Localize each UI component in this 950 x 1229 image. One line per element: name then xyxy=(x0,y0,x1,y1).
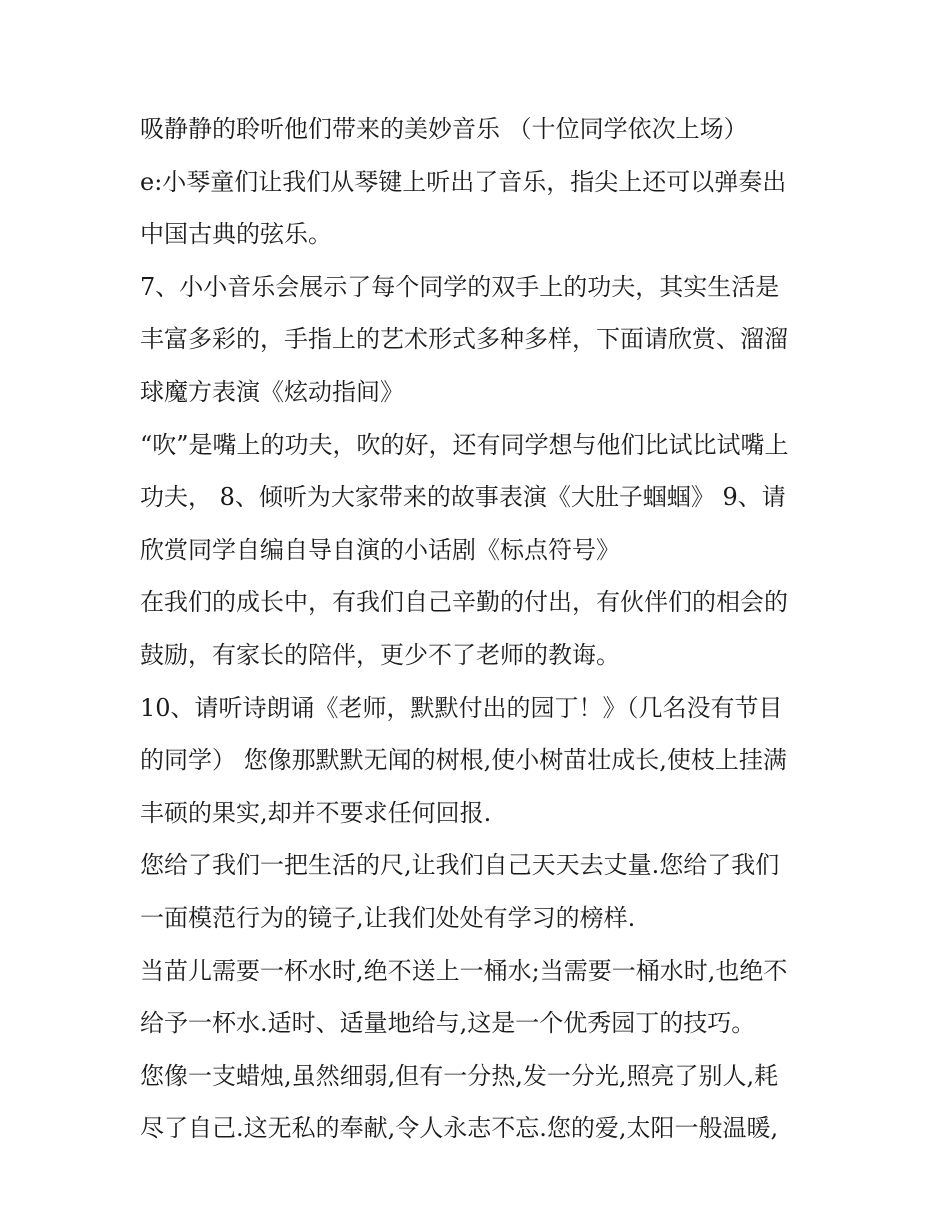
text-line: 10、请听诗朗诵《老师，默默付出的园丁！》（几名没有节目 xyxy=(140,693,783,722)
text-line: 欣赏同学自编自导自演的小话剧《标点符号》 xyxy=(140,535,620,564)
text-line: 尽了自己.这无私的奉献,令人永志不忘.您的爱,太阳一般温暖, xyxy=(140,1114,779,1143)
text-line: “吹”是嘴上的功夫，吹的好，还有同学想与他们比试比试嘴上 xyxy=(140,430,789,459)
text-line: 功夫， 8、倾听为大家带来的故事表演《大肚子蝈蝈》 9、请 xyxy=(140,483,786,512)
document-body xyxy=(140,109,820,1161)
text-line: 一面模范行为的镜子,让我们处处有学习的榜样. xyxy=(140,903,636,932)
text-line: 在我们的成长中，有我们自己辛勤的付出，有伙伴们的相会的 xyxy=(140,588,788,617)
text-line: 球魔方表演《炫动指间》 xyxy=(140,377,404,406)
text-line: 您给了我们一把生活的尺,让我们自己天天去丈量.您给了我们 xyxy=(140,851,780,880)
text-line: 中国古典的弦乐。 xyxy=(140,220,332,249)
text-line: 鼓励，有家长的陪伴，更少不了老师的教诲。 xyxy=(140,640,620,669)
text-line: 给予一杯水.适时、适量地给与,这是一个优秀园丁的技巧。 xyxy=(140,1009,756,1038)
text-line: 丰富多彩的，手指上的艺术形式多种多样，下面请欣赏、溜溜 xyxy=(140,325,788,354)
text-line: 吸静静的聆听他们带来的美妙音乐 （十位同学依次上场） xyxy=(140,115,748,143)
text-line: 的同学） 您像那默默无闻的树根,使小树苗壮成长,使枝上挂满 xyxy=(140,746,787,775)
text-line: 您像一支蜡烛,虽然细弱,但有一分热,发一分光,照亮了别人,耗 xyxy=(140,1061,779,1090)
text-line: e:小琴童们让我们从琴键上听出了音乐，指尖上还可以弹奏出 xyxy=(140,167,787,196)
text-line: 丰硕的果实,却并不要求任何回报. xyxy=(140,798,492,827)
text-line: 当苗儿需要一杯水时,绝不送上一桶水;当需要一桶水时,也绝不 xyxy=(140,956,788,985)
text-line: 7、小小音乐会展示了每个同学的双手上的功夫，其实生活是 xyxy=(140,272,780,301)
